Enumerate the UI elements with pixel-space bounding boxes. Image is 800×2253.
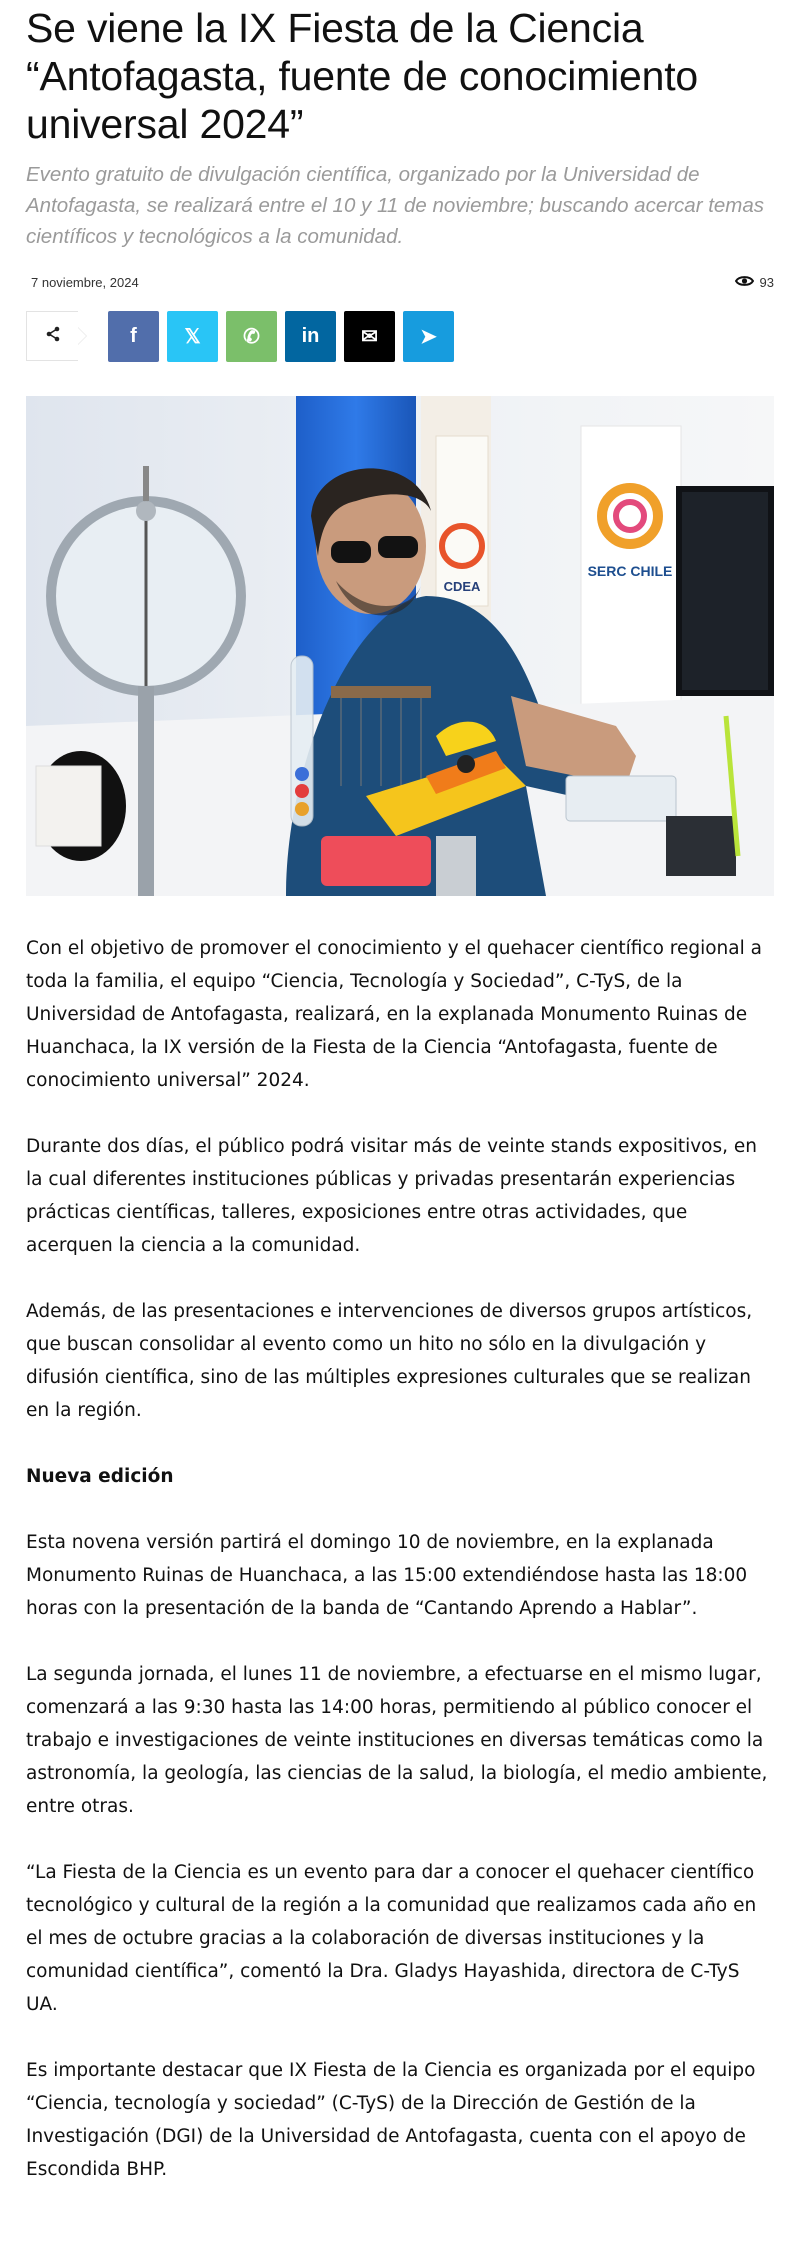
featured-photo	[26, 396, 774, 896]
telegram-icon: ➤	[420, 325, 437, 348]
featured-image	[26, 396, 774, 896]
share-telegram-button[interactable]	[403, 311, 454, 362]
view-count	[735, 275, 774, 290]
banner-logo-1: CDEA	[443, 579, 481, 594]
article-body	[26, 932, 774, 2186]
share-x-button[interactable]	[167, 311, 218, 362]
section-heading: Nueva edición	[26, 1466, 174, 1487]
share-icon	[45, 326, 61, 346]
view-count-value: 93	[759, 274, 774, 290]
publish-date: 7 noviembre, 2024	[31, 274, 139, 290]
share-buttons	[108, 311, 454, 362]
paragraph: Esta novena versión partirá el domingo 10 de noviembre, en la explanada Monumento Ruinas de Huanchaca, a las 15:00 extendiéndose hasta las 18:00 horas con la presentación de la banda de “Cantando Aprendo a Hablar”.	[26, 1532, 748, 1619]
paragraph: Con el objetivo de promover el conocimiento y el quehacer científico regional a toda la familia, el equipo “Ciencia, Tecnología y Sociedad”, C-TyS, de la Universidad de Antofagasta, realizará, en la explanada Monumento Ruinas de Huanchaca, la IX versión de la Fiesta de la Ciencia “Antofagasta, fuente de conocimiento universal” 2024.	[26, 938, 762, 1091]
paragraph: Durante dos días, el público podrá visitar más de veinte stands expositivos, en la cual diferentes instituciones públicas y privadas presentarán experiencias prácticas científicas, talleres, exposiciones entre otras actividades, que acerquen la ciencia a la comunidad.	[26, 1136, 758, 1256]
paragraph: Es importante destacar que IX Fiesta de la Ciencia es organizada por el equipo “Ciencia, tecnología y sociedad” (C-TyS) de la Dirección de Gestión de la Investigación (DGI) de la Universidad de Antofagasta, cuenta con el apoyo de Escondida BHP.	[26, 2060, 756, 2180]
banner-logo-2: SERC CHILE	[587, 563, 673, 579]
paragraph: La segunda jornada, el lunes 11 de noviembre, a efectuarse en el mismo lugar, comenzará a las 9:30 hasta las 14:00 horas, permitiendo al público conocer el trabajo e investigaciones de veinte instituciones en diversas temáticas como la astronomía, la geología, las ciencias de la salud, la biología, el medio ambiente, entre otras.	[26, 1664, 768, 1817]
x-icon: 𝕏	[184, 325, 201, 348]
facebook-icon: f	[130, 324, 137, 347]
share-toggle-button[interactable]	[26, 311, 78, 361]
share-facebook-button[interactable]	[108, 311, 159, 362]
paragraph: “La Fiesta de la Ciencia es un evento para dar a conocer el quehacer científico tecnológico y cultural de la región a la comunidad que realizamos cada año en el mes de octubre gracias a la colaboración de diversas instituciones y la comunidad científica”, comentó la Dra. Gladys Hayashida, directora de C-TyS UA.	[26, 1862, 757, 2015]
whatsapp-icon: ✆	[243, 325, 260, 348]
email-icon: ✉	[361, 325, 378, 348]
article-title: Se viene la IX Fiesta de la Ciencia “Antofagasta, fuente de conocimiento universal 2024”	[26, 5, 699, 147]
article-meta	[26, 272, 774, 292]
linkedin-icon: in	[301, 324, 320, 347]
share-linkedin-button[interactable]	[285, 311, 336, 362]
paragraph: Además, de las presentaciones e intervenciones de diversos grupos artísticos, que buscan consolidar al evento como un hito no sólo en la divulgación y difusión científica, sino de las múltiples expresiones culturales que se realizan en la región.	[26, 1301, 753, 1421]
article-subtitle: Evento gratuito de divulgación científica, organizado por la Universidad de Antofagasta, se realizará entre el 10 y 11 de noviembre; buscando acercar temas científicos y tecnológicos a la comunidad.	[26, 163, 765, 248]
share-email-button[interactable]	[344, 311, 395, 362]
share-bar	[26, 310, 774, 362]
share-whatsapp-button[interactable]	[226, 311, 277, 362]
eye-icon	[735, 275, 754, 290]
